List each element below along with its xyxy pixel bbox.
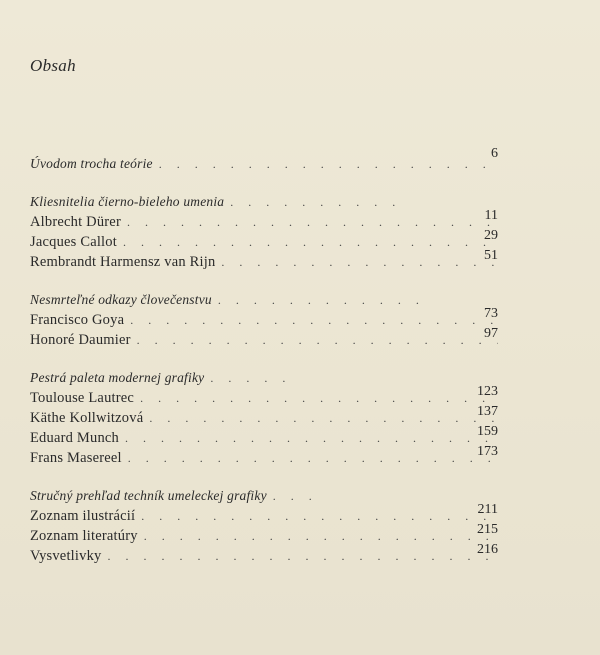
toc-entry-page: 123 (477, 384, 498, 399)
toc-entry (30, 326, 498, 352)
toc-entry-title: Frans Masereel (30, 450, 122, 466)
toc-entry-title: Toulouse Lautrec (30, 390, 135, 406)
dot-leader (144, 529, 498, 544)
toc-entry-title: Francisco Goya (30, 312, 125, 328)
toc-entry-page: 51 (484, 248, 498, 263)
toc-entry (30, 306, 498, 332)
toc-entry (30, 384, 498, 410)
toc-heading: Obsah (30, 56, 76, 75)
toc-entry (30, 208, 498, 234)
toc-entry (30, 444, 498, 470)
dot-leader (107, 549, 498, 564)
toc-entry-title: Albrecht Dürer (30, 214, 121, 230)
toc-entry-title: Eduard Munch (30, 430, 119, 446)
dot-leader (128, 451, 498, 466)
dot-leader (218, 293, 428, 308)
toc-entry-title: Käthe Kollwitzová (30, 410, 144, 426)
dot-leader (137, 333, 498, 348)
toc-entry-intro (30, 146, 498, 176)
toc-entry-page: 97 (484, 326, 498, 341)
dot-leader (127, 215, 498, 230)
toc-entry-title: Vysvetlivky (30, 548, 102, 564)
toc-entry (30, 248, 498, 274)
dot-leader (123, 235, 498, 250)
toc-entry (30, 404, 498, 430)
toc-entry-page: 11 (484, 208, 498, 223)
toc-entry-title: Jacques Callot (30, 234, 117, 250)
table-of-contents (30, 146, 498, 568)
toc-entry-page: 29 (484, 228, 498, 243)
toc-entry-page: 215 (477, 522, 498, 537)
toc-entry (30, 522, 498, 548)
dot-leader (230, 195, 410, 210)
dot-leader (141, 509, 498, 524)
dot-leader (130, 313, 498, 328)
dot-leader (125, 431, 498, 446)
toc-entry-page: 159 (477, 424, 498, 439)
toc-entry-title: Honoré Daumier (30, 332, 131, 348)
dot-leader (273, 489, 313, 504)
toc-entry (30, 502, 498, 528)
toc-section-title: Stručný prehľad techník umeleckej grafiky . . . (30, 488, 498, 508)
dot-leader (149, 411, 498, 426)
toc-entry-page: 6 (491, 146, 498, 161)
toc-entry-title: Rembrandt Harmensz van Rijn (30, 254, 216, 270)
toc-entry (30, 424, 498, 450)
toc-entry-page: 211 (477, 502, 498, 517)
toc-entry (30, 228, 498, 254)
toc-entry-page: 73 (484, 306, 498, 321)
dot-leader (140, 391, 498, 406)
toc-entry-page: 173 (477, 444, 498, 459)
dot-leader (159, 157, 498, 172)
toc-entry-page: 216 (477, 542, 498, 557)
toc-entry-title: Úvodom trocha teórie (30, 156, 153, 171)
toc-section-title: Pestrá paleta modernej grafiky . . . (30, 370, 498, 390)
dot-leader (210, 371, 290, 386)
toc-entry-title: Zoznam ilustrácií (30, 508, 136, 524)
toc-entry (30, 542, 498, 568)
toc-entry-page: 137 (477, 404, 498, 419)
toc-entry-title: Zoznam literatúry (30, 528, 138, 544)
toc-section-title: Kliesnitelia čierno-bieleho umenia . . . (30, 194, 498, 214)
toc-section-title: Nesmrteľné odkazy človečenstvu . . . (30, 292, 498, 312)
dot-leader (221, 255, 498, 270)
